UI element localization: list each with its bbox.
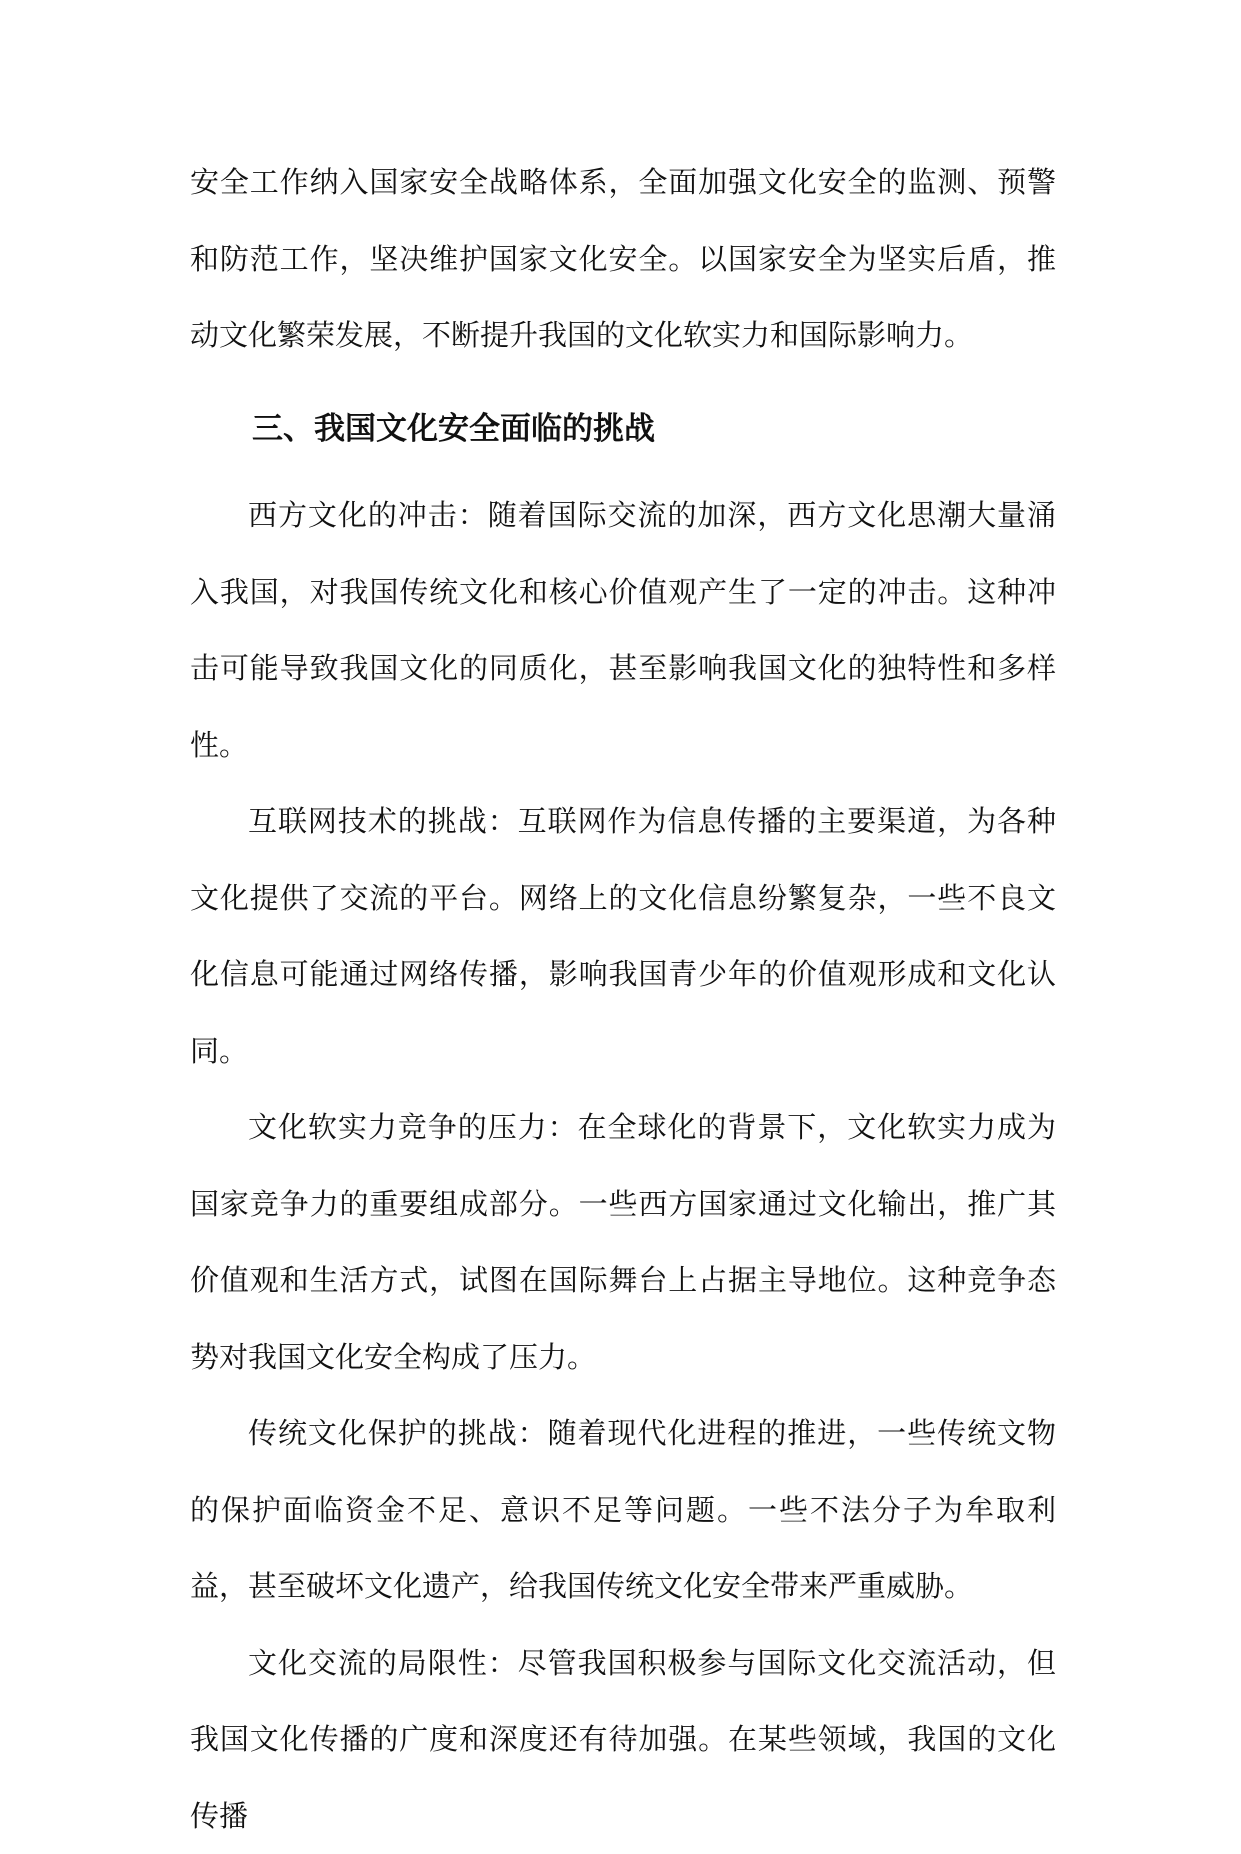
- paragraph-western-culture: 西方文化的冲击：随着国际交流的加深，西方文化思潮大量涌入我国，对我国传统文化和核心价值观产生了一定的冲击。这种冲击可能导致我国文化的同质化，甚至影响我国文化的独特性和多样性。: [190, 477, 1056, 783]
- paragraph-exchange: 文化交流的局限性：尽管我国积极参与国际文化交流活动，但我国文化传播的广度和深度还有待加强。在某些领域，我国的文化传播: [190, 1625, 1056, 1854]
- section-body: [190, 477, 1056, 1854]
- paragraph-continuation: 安全工作纳入国家安全战略体系，全面加强文化安全的监测、预警和防范工作，坚决维护国家文化安全。以国家安全为坚实后盾，推动文化繁荣发展，不断提升我国的文化软实力和国际影响力。: [190, 144, 1056, 374]
- paragraph-internet: 互联网技术的挑战：互联网作为信息传播的主要渠道，为各种文化提供了交流的平台。网络上的文化信息纷繁复杂，一些不良文化信息可能通过网络传播，影响我国青少年的价值观形成和文化认同。: [190, 783, 1056, 1089]
- section-heading: 三、我国文化安全面临的挑战: [190, 409, 655, 449]
- paragraph-soft-power: 文化软实力竞争的压力：在全球化的背景下，文化软实力成为国家竞争力的重要组成部分。一些西方国家通过文化输出，推广其价值观和生活方式，试图在国际舞台上占据主导地位。这种竞争态势对我国文化安全构成了压力。: [190, 1089, 1056, 1395]
- paragraph-heritage: 传统文化保护的挑战：随着现代化进程的推进，一些传统文物的保护面临资金不足、意识不足等问题。一些不法分子为牟取利益，甚至破坏文化遗产，给我国传统文化安全带来严重威胁。: [190, 1395, 1056, 1625]
- document-page: [190, 144, 1056, 374]
